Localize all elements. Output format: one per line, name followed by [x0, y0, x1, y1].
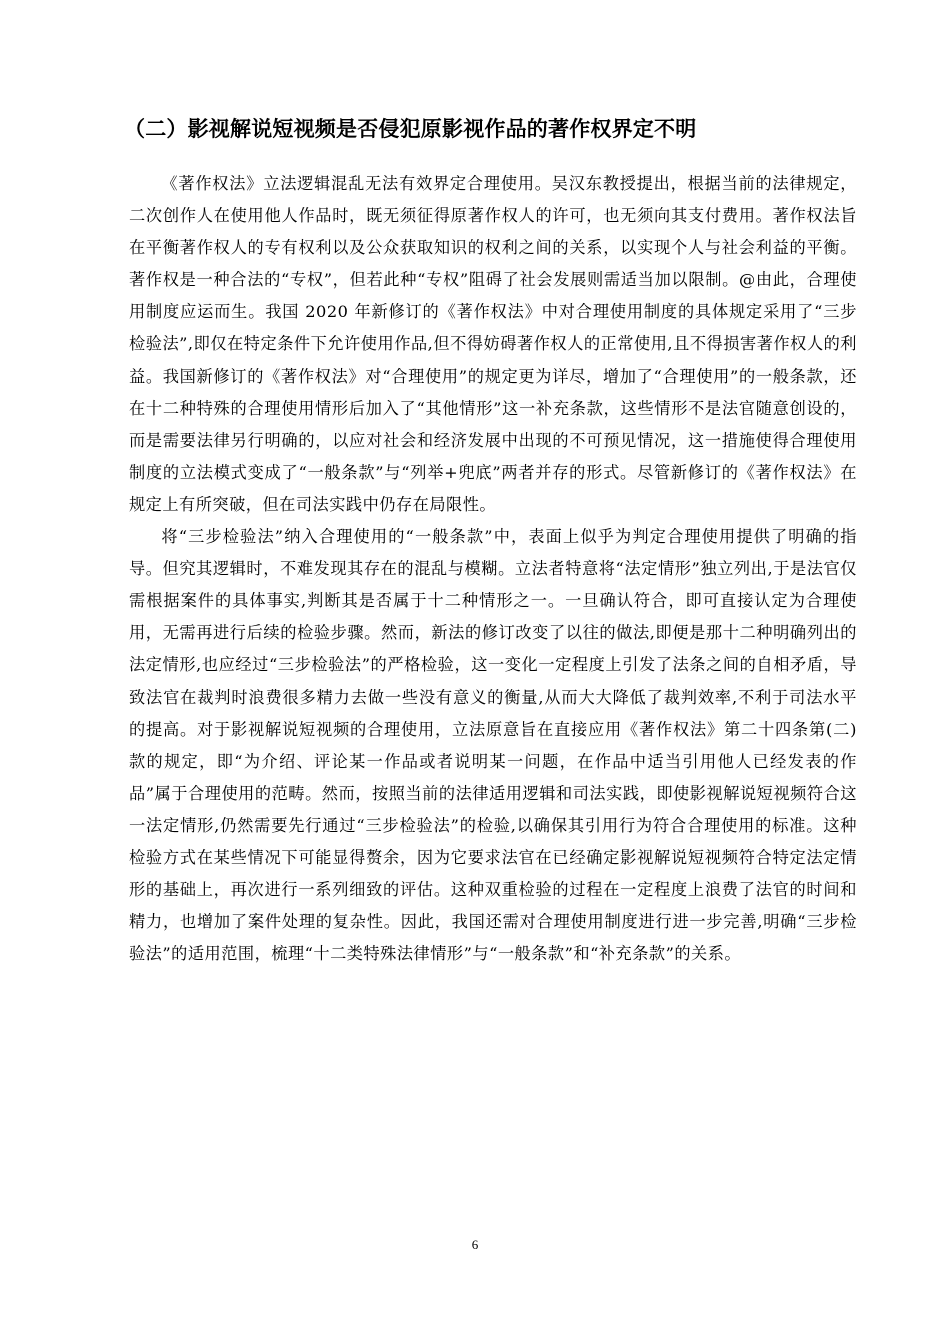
paragraph-2: 将“三步检验法”纳入合理使用的“一般条款”中，表面上似乎为判定合理使用提供了明确的指导。但究其逻辑时，不难发现其存在的混乱与模糊。立法者特意将“法定情形”独立列出,于是法官仅需根据案件的具体事实,判断其是否属于十二种情形之一。一旦确认符合，即可直接认定为合理使用，无需再进行后续的检验步骤。然而，新法的修订改变了以往的做法,即便是那十二种明确列出的法定情形,也应经过“三步检验法”的严格检验，这一变化一定程度上引发了法条之间的自相矛盾，导致法官在裁判时浪费很多精力去做一些没有意义的衡量,从而大大降低了裁判效率,不利于司法水平的提高。对于影视解说短视频的合理使用，立法原意旨在直接应用《著作权法》第二十四条第(二)款的规定，即“为介绍、评论某一作品或者说明某一问题，在作品中适当引用他人已经发表的作品”属于合理使用的范畴。然而，按照当前的法律适用逻辑和司法实践，即使影视解说短视频符合这一法定情形,仍然需要先行通过“三步检验法”的检验,以确保其引用行为符合合理使用的标准。这种检验方式在某些情况下可能显得赘余，因为它要求法官在已经确定影视解说短视频符合特定法定情形的基础上，再次进行一系列细致的评估。这种双重检验的过程在一定程度上浪费了法官的时间和精力，也增加了案件处理的复杂性。因此，我国还需对合理使用制度进行进一步完善,明确“三步检验法”的适用范围，梳理“十二类特殊法律情形”与“一般条款”和“补充条款”的关系。: [129, 527, 857, 964]
section-heading: （二）影视解说短视频是否侵犯原影视作品的著作权界定不明: [124, 117, 697, 141]
body-text: [129, 168, 857, 970]
paragraph-1: 《著作权法》立法逻辑混乱无法有效界定合理使用。吴汉东教授提出，根据当前的法律规定，二次创作人在使用他人作品时，既无须征得原著作权人的许可，也无须向其支付费用。著作权法旨在平衡著作权人的专有权利以及公众获取知识的权利之间的关系，以实现个人与社会利益的平衡。著作权是一种合法的“专权”，但若此种“专权”阻碍了社会发展则需适当加以限制。@由此，合理使用制度应运而生。我国 2020 年新修订的《著作权法》中对合理使用制度的具体规定采用了“三步检验法”,即仅在特定条件下允许使用作品,但不得妨碍著作权人的正常使用,且不得损害著作权人的利益。我国新修订的《著作权法》对“合理使用”的规定更为详尽，增加了“合理使用”的一般条款，还在十二种特殊的合理使用情形后加入了“其他情形”这一补充条款，这些情形不是法官随意创设的，而是需要法律另行明确的，以应对社会和经济发展中出现的不可预见情况，这一措施使得合理使用制度的立法模式变成了“一般条款”与“列举+兜底”两者并存的形式。尽管新修订的《著作权法》在规定上有所突破，但在司法实践中仍存在局限性。: [129, 174, 857, 514]
page-number: 6: [471, 1237, 479, 1252]
